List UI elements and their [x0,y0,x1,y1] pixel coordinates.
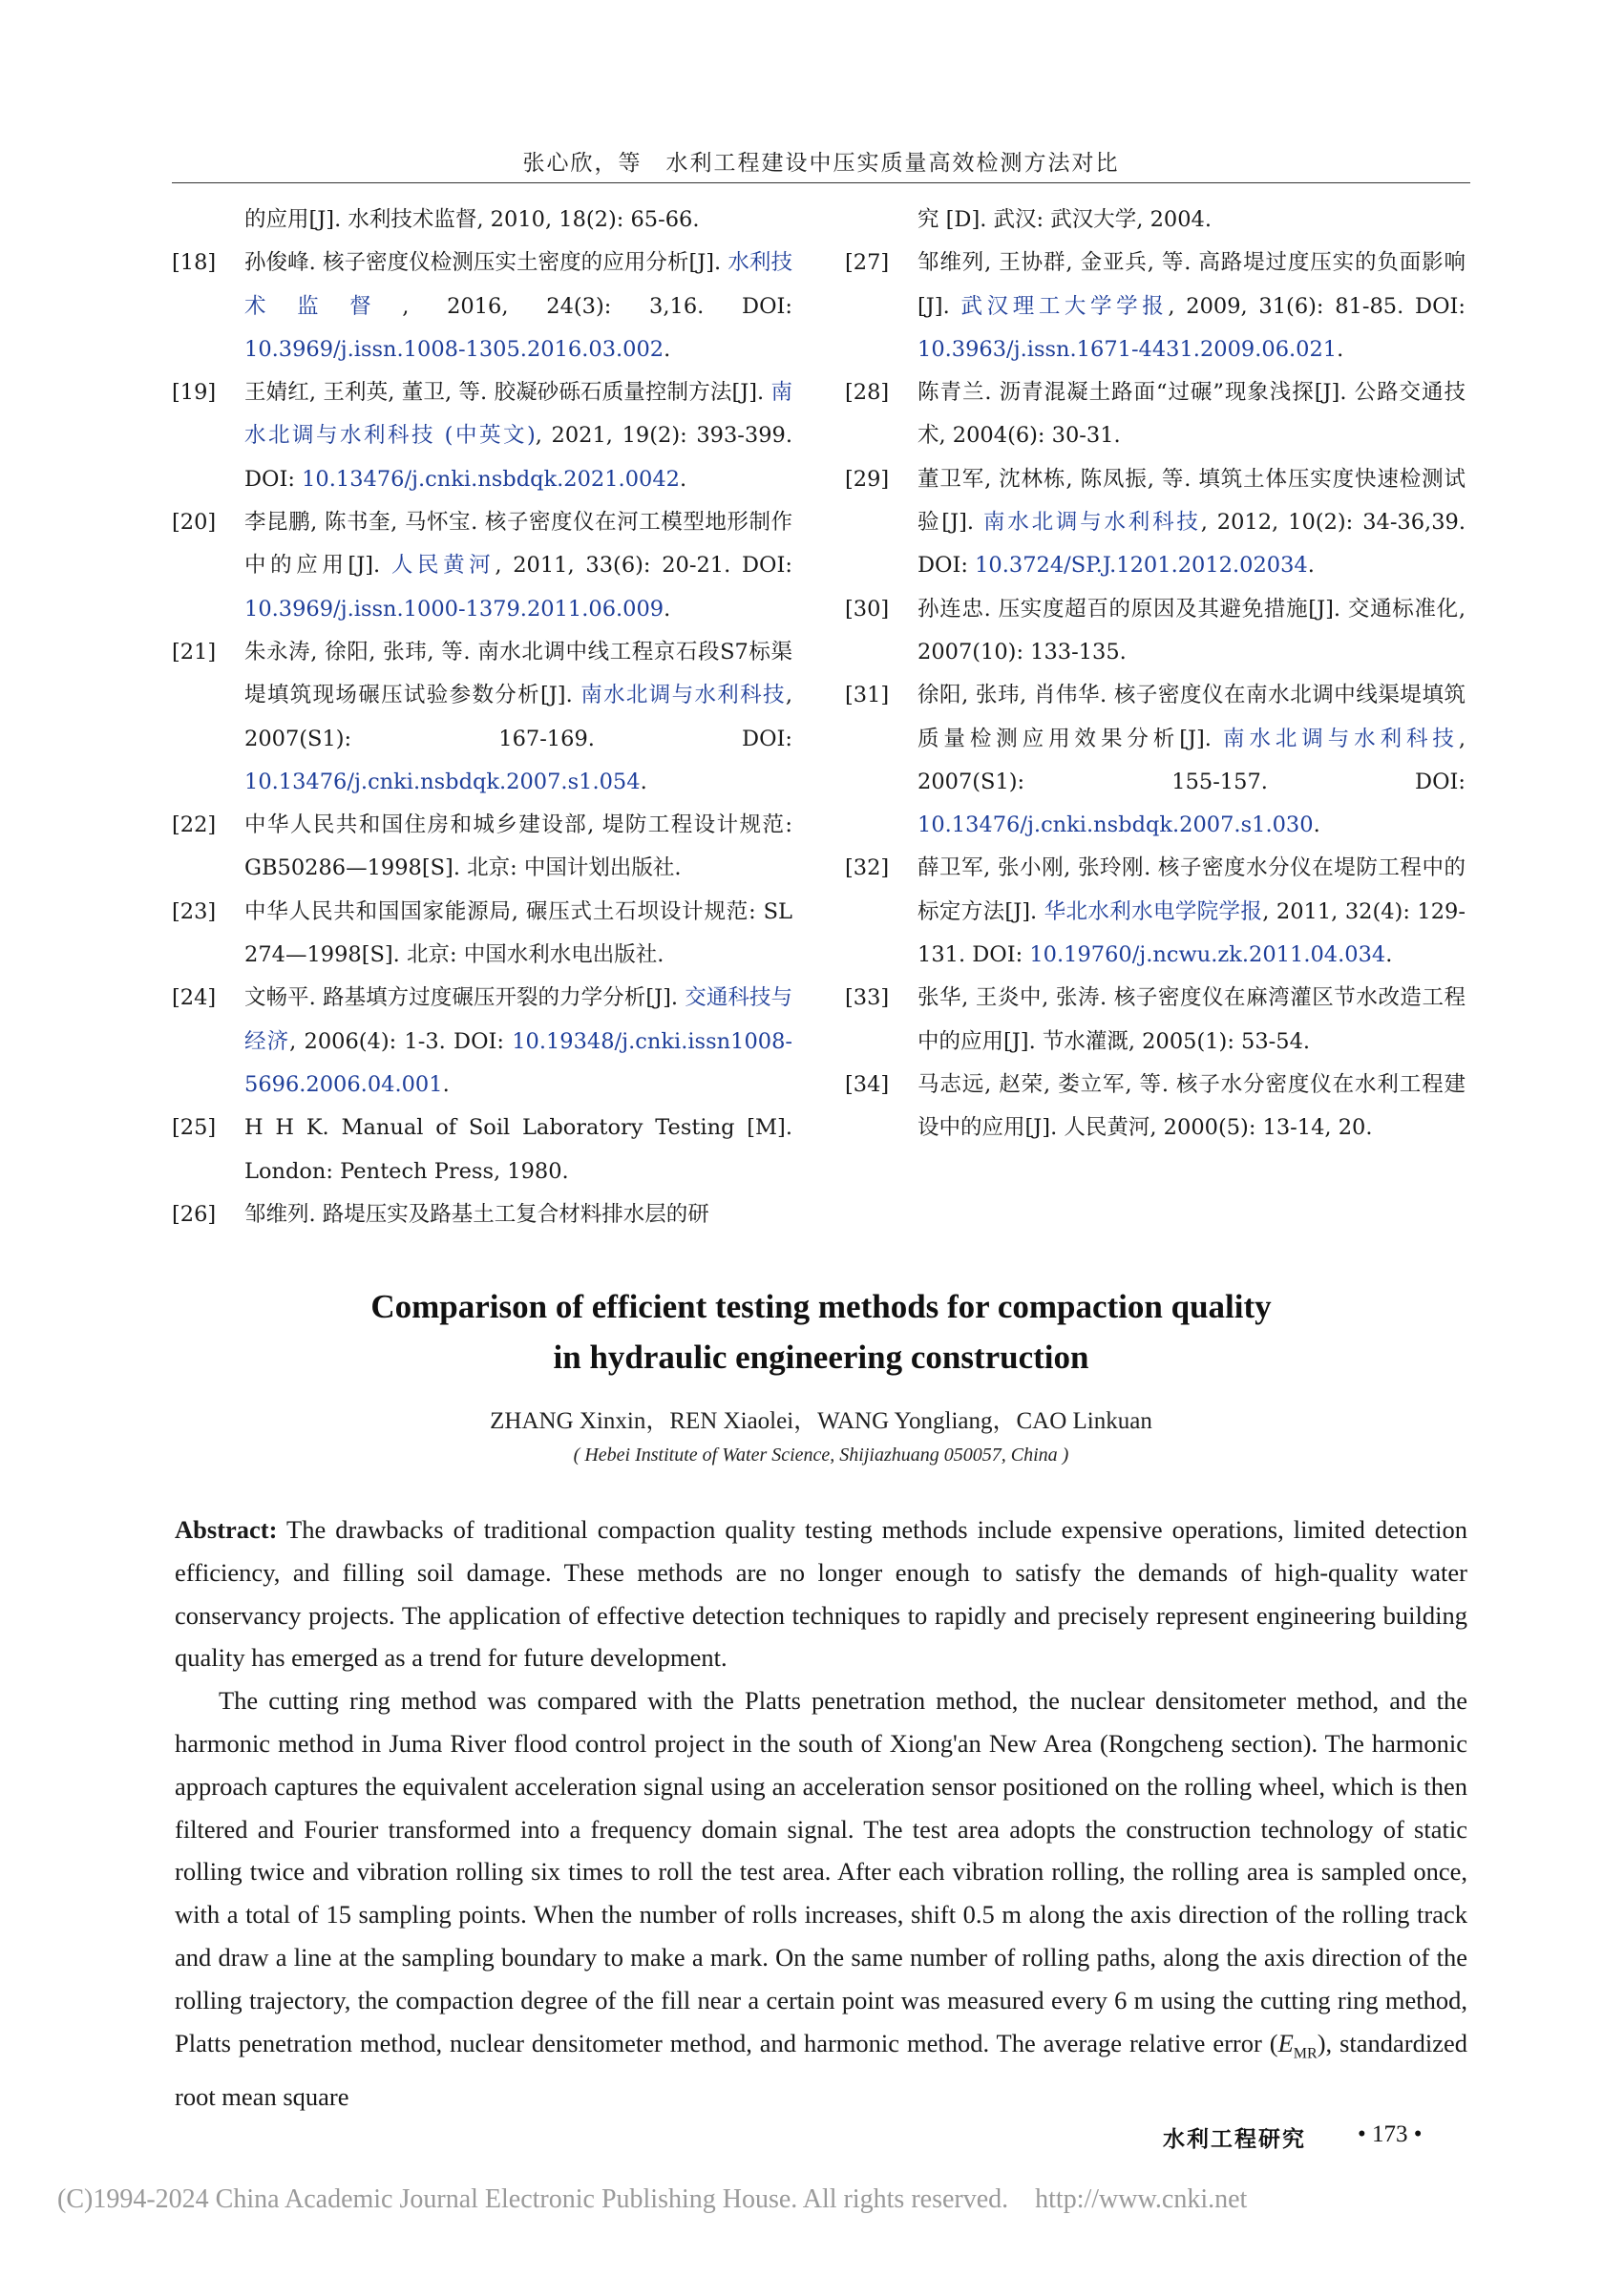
reference-text-segment: , 2012, 10(2): 34-36,39. DOI: [917,510,1466,579]
reference-text [244,501,792,631]
reference-item [845,1064,1466,1150]
reference-text-segment: 中华人民共和国国家能源局, 碾压式土石坝设计规范: SL 274—1998[S]. 北京: 中国水利水电出版社. [244,898,792,968]
reference-continuation: 究 [D]. 武汉: 武汉大学, 2004. [917,207,1213,232]
reference-text-segment: . [664,336,671,362]
reference-text-segment: 邹维列. 路堤压实及路基土工复合材料排水层的研 [244,1201,709,1227]
reference-item [845,371,1466,458]
abstract-paragraph [175,1679,1467,2118]
reference-doi-link[interactable]: 10.3963/j.issn.1671-4431.2009.06.021 [917,336,1338,362]
reference-text-segment: 董卫军, 沈林栋, 陈凤振, 等. 填筑土体压实度快速检测试验[J]. [917,466,1466,536]
reference-item [845,458,1466,588]
reference-journal-link[interactable]: 南水北调与水利科技 [580,683,786,708]
reference-item [172,1193,792,1236]
reference-number: [34] [845,1071,890,1097]
reference-text-segment: . [442,1071,450,1097]
reference-item [845,847,1466,977]
reference-text-segment: 马志远, 赵荣, 娄立军, 等. 核子水分密度仪在水利工程建设中的应用[J]. 人民黄河, 2000(5): 13-14, 20. [917,1071,1466,1141]
reference-doi-link[interactable]: 10.13476/j.cnki.nsbdqk.2007.s1.030 [917,812,1314,838]
reference-text-segment: 徐阳, 张玮, 肖伟华. 核子密度仪在南水北调中线渠堤填筑质量检测应用效果分析[J]. [917,683,1466,751]
reference-text-segment: , 2007(S1): 155-157. DOI: [917,726,1466,794]
english-title-line: in hydraulic engineering construction [553,1339,1089,1376]
abstract-paragraph [175,1508,1467,1679]
reference-text-segment: 孙俊峰. 核子密度仪检测压实土密度的应用分析[J]. [244,250,728,276]
reference-text [917,674,1466,847]
reference-number: [22] [172,812,217,838]
reference-number: [33] [845,985,890,1011]
reference-text [244,891,792,978]
references-right-column [845,199,1466,1150]
reference-number: [18] [172,250,217,276]
reference-text-segment: 中华人民共和国住房和城乡建设部, 堤防工程设计规范: GB50286—1998[S]. 北京: 中国计划出版社. [244,812,792,881]
reference-text [917,458,1466,588]
reference-text-segment: . [1385,942,1393,968]
reference-text [244,1107,792,1193]
reference-text-segment: . [1337,336,1344,362]
reference-continuation: 的应用[J]. 水利技术监督, 2010, 18(2): 65-66. [244,207,700,232]
reference-item [845,674,1466,847]
reference-text [917,1064,1466,1150]
reference-text-segment: . [679,466,687,492]
english-title-line: Comparison of efficient testing methods for compaction quality [370,1288,1272,1325]
english-authors: ZHANG Xinxin，REN Xiaolei，WANG Yongliang，CAO Linkuan [490,1408,1152,1434]
reference-text-segment: 李昆鹏, 陈书奎, 马怀宝. 核子密度仪在河工模型地形制作中的应用[J]. [244,510,792,579]
reference-doi-link[interactable]: 10.3969/j.issn.1000-1379.2011.06.009 [244,596,664,622]
reference-text-segment: . [1307,553,1315,579]
reference-number: [31] [845,683,890,708]
symbol-subscript: MR [1293,2044,1318,2061]
reference-number: [27] [845,250,890,276]
reference-text [244,1193,792,1236]
reference-text-segment: . [1313,812,1320,838]
reference-text-segment: 朱永涛, 徐阳, 张玮, 等. 南水北调中线工程京石段S7标渠堤填筑现场碾压试验参数分析[J]. [244,639,792,708]
reference-number: [19] [172,380,217,406]
reference-number: [29] [845,466,890,492]
reference-text-segment: , 2016, 24(3): 3,16. DOI: [402,293,792,319]
reference-number: [26] [172,1201,217,1227]
reference-text-segment: , 2011, 32(4): 129-131. DOI: [917,898,1466,968]
reference-doi-link[interactable]: 10.13476/j.cnki.nsbdqk.2007.s1.054 [244,769,641,794]
copyright-text: (C)1994-2024 China Academic Journal Electronic Publishing House. All rights reserved. [57,2184,1009,2214]
reference-journal-link[interactable]: 华北水利水电学院学报 [1044,898,1263,924]
copyright-url[interactable]: http://www.cnki.net [1035,2184,1248,2214]
symbol-e: E [1277,2028,1294,2057]
reference-text-segment: 陈青兰. 沥青混凝土路面“过碾”现象浅探[J]. 公路交通技术, 2004(6): 30-31. [917,380,1466,449]
abstract-text: ), standardized root mean square [175,2028,1467,2111]
reference-text [244,977,792,1107]
reference-journal-link[interactable]: 南水北调与水利科技 (中英文) [244,380,792,449]
reference-text-segment: . [664,596,671,622]
reference-text-segment: 邹维列, 王协群, 金亚兵, 等. 高路堤过度压实的负面影响[J]. [917,250,1466,319]
english-title [172,1281,1470,1382]
reference-number: [23] [172,898,217,924]
reference-item [172,891,792,978]
reference-journal-link[interactable]: 交通科技与经济 [244,985,792,1054]
reference-text-segment: , 2007(S1): 167-169. DOI: [244,683,792,751]
reference-text-segment: 王婧红, 王利英, 董卫, 等. 胶凝砂砾石质量控制方法[J]. [244,380,771,406]
english-affiliation: ( Hebei Institute of Water Science, Shijiazhuang 050057, China ) [573,1445,1069,1466]
reference-text-segment: 文畅平. 路基填方过度碾压开裂的力学分析[J]. [244,985,685,1011]
reference-item [172,977,792,1107]
reference-item [845,588,1466,675]
reference-item [172,631,792,804]
reference-text-segment: , 2011, 33(6): 20-21. DOI: [495,553,792,579]
reference-text-segment: 张华, 王炎中, 张涛. 核子密度仪在麻湾灌区节水改造工程中的应用[J]. 节水灌溉, 2005(1): 53-54. [917,985,1466,1054]
reference-journal-link[interactable]: 南水北调与水利科技 [982,510,1201,536]
reference-journal-link[interactable]: 水利技术监督 [244,250,792,319]
reference-number: [32] [845,855,890,881]
reference-text [917,588,1466,675]
reference-text-segment: 孙连忠. 压实度超百的原因及其避免措施[J]. 交通标准化, 2007(10): 133-135. [917,596,1466,664]
english-abstract [175,1508,1467,2118]
reference-journal-link[interactable]: 南水北调与水利科技 [1223,726,1459,751]
reference-doi-link[interactable]: 10.19760/j.ncwu.zk.2011.04.034 [1029,942,1386,968]
reference-text-segment: H H K. Manual of Soil Laboratory Testing [M]. London: Pentech Press, 1980. [244,1115,792,1184]
references-left-column [172,199,792,1236]
page-number: • 173 • [1358,2121,1423,2147]
reference-journal-link[interactable]: 武汉理工大学学报 [960,293,1169,319]
header-rule [172,182,1470,183]
copyright-notice [57,2184,1247,2215]
reference-text [244,371,792,501]
reference-number: [25] [172,1115,217,1141]
abstract-text: The cutting ring method was compared with the Platts penetration method, the nuclear densitometer method, and the harmonic method in Juma River flood control project in the south of Xiong'an New Area (Rongcheng section). The harmonic approach captures the equivalent acceleration signal using an acceleration sensor positioned on the rolling wheel, which is then filtered and Fourier transformed into a frequency domain signal. The test area adopts the construction technology of static rolling twice and vibration rolling six times to roll the test area. After each vibration rolling, the rolling area is sampled once, with a total of 15 sampling points. When the number of rolls increases, shift 0.5 m along the axis direction of the rolling track and draw a line at the sampling boundary to make a mark. On the same number of rolling paths, along the axis direction of the rolling trajectory, the compaction degree of the fill near a certain point was measured every 6 m using the cutting ring method, Platts penetration method, nuclear densitometer method, and harmonic method. The average relative error ( [175,1686,1467,2057]
reference-text [917,242,1466,371]
reference-text-segment: , 2006(4): 1-3. DOI: [289,1028,513,1054]
reference-item [845,977,1466,1064]
reference-number: [24] [172,985,217,1011]
reference-journal-link[interactable]: 人民黄河 [390,553,496,579]
reference-item [172,501,792,631]
reference-text [917,847,1466,977]
reference-text [244,631,792,804]
reference-text-segment: , 2009, 31(6): 81-85. DOI: [1168,293,1466,319]
reference-number: [21] [172,639,217,664]
reference-number: [20] [172,510,217,536]
reference-text [917,371,1466,458]
reference-doi-link[interactable]: 10.13476/j.cnki.nsbdqk.2021.0042 [302,466,680,492]
reference-item [172,1107,792,1193]
reference-item [172,242,792,371]
reference-text-segment: . [640,769,647,794]
reference-text [917,977,1466,1064]
reference-doi-link[interactable]: 10.3724/SP.J.1201.2012.02034 [975,553,1308,579]
running-header: 张心欣，等 水利工程建设中压实质量高效检测方法对比 [522,151,1120,176]
reference-doi-link[interactable]: 10.3969/j.issn.1008-1305.2016.03.002 [244,336,664,362]
footer-journal-name: 水利工程研究 [1163,2126,1306,2152]
reference-number: [30] [845,596,890,622]
abstract-text: The drawbacks of traditional compaction quality testing methods include expensive operations, limited detection efficiency, and filling soil damage. These methods are no longer enough to satisfy the demands of high-quality water conservancy projects. The application of effective detection techniques to rapidly and precisely represent engineering building quality has emerged as a trend for future development. [175,1515,1467,1673]
reference-text [244,804,792,891]
reference-number: [28] [845,380,890,406]
reference-doi-link[interactable]: 10.19348/j.cnki.issn1008-5696.2006.04.001 [244,1028,792,1097]
reference-text-segment: , 2021, 19(2): 393-399. DOI: [244,423,792,492]
reference-item [172,371,792,501]
reference-text [244,242,792,371]
reference-text-segment: 薛卫军, 张小刚, 张玲刚. 核子密度水分仪在堤防工程中的标定方法[J]. [917,855,1466,924]
reference-item [172,804,792,891]
reference-item [845,242,1466,371]
abstract-label: Abstract: [175,1515,278,1544]
